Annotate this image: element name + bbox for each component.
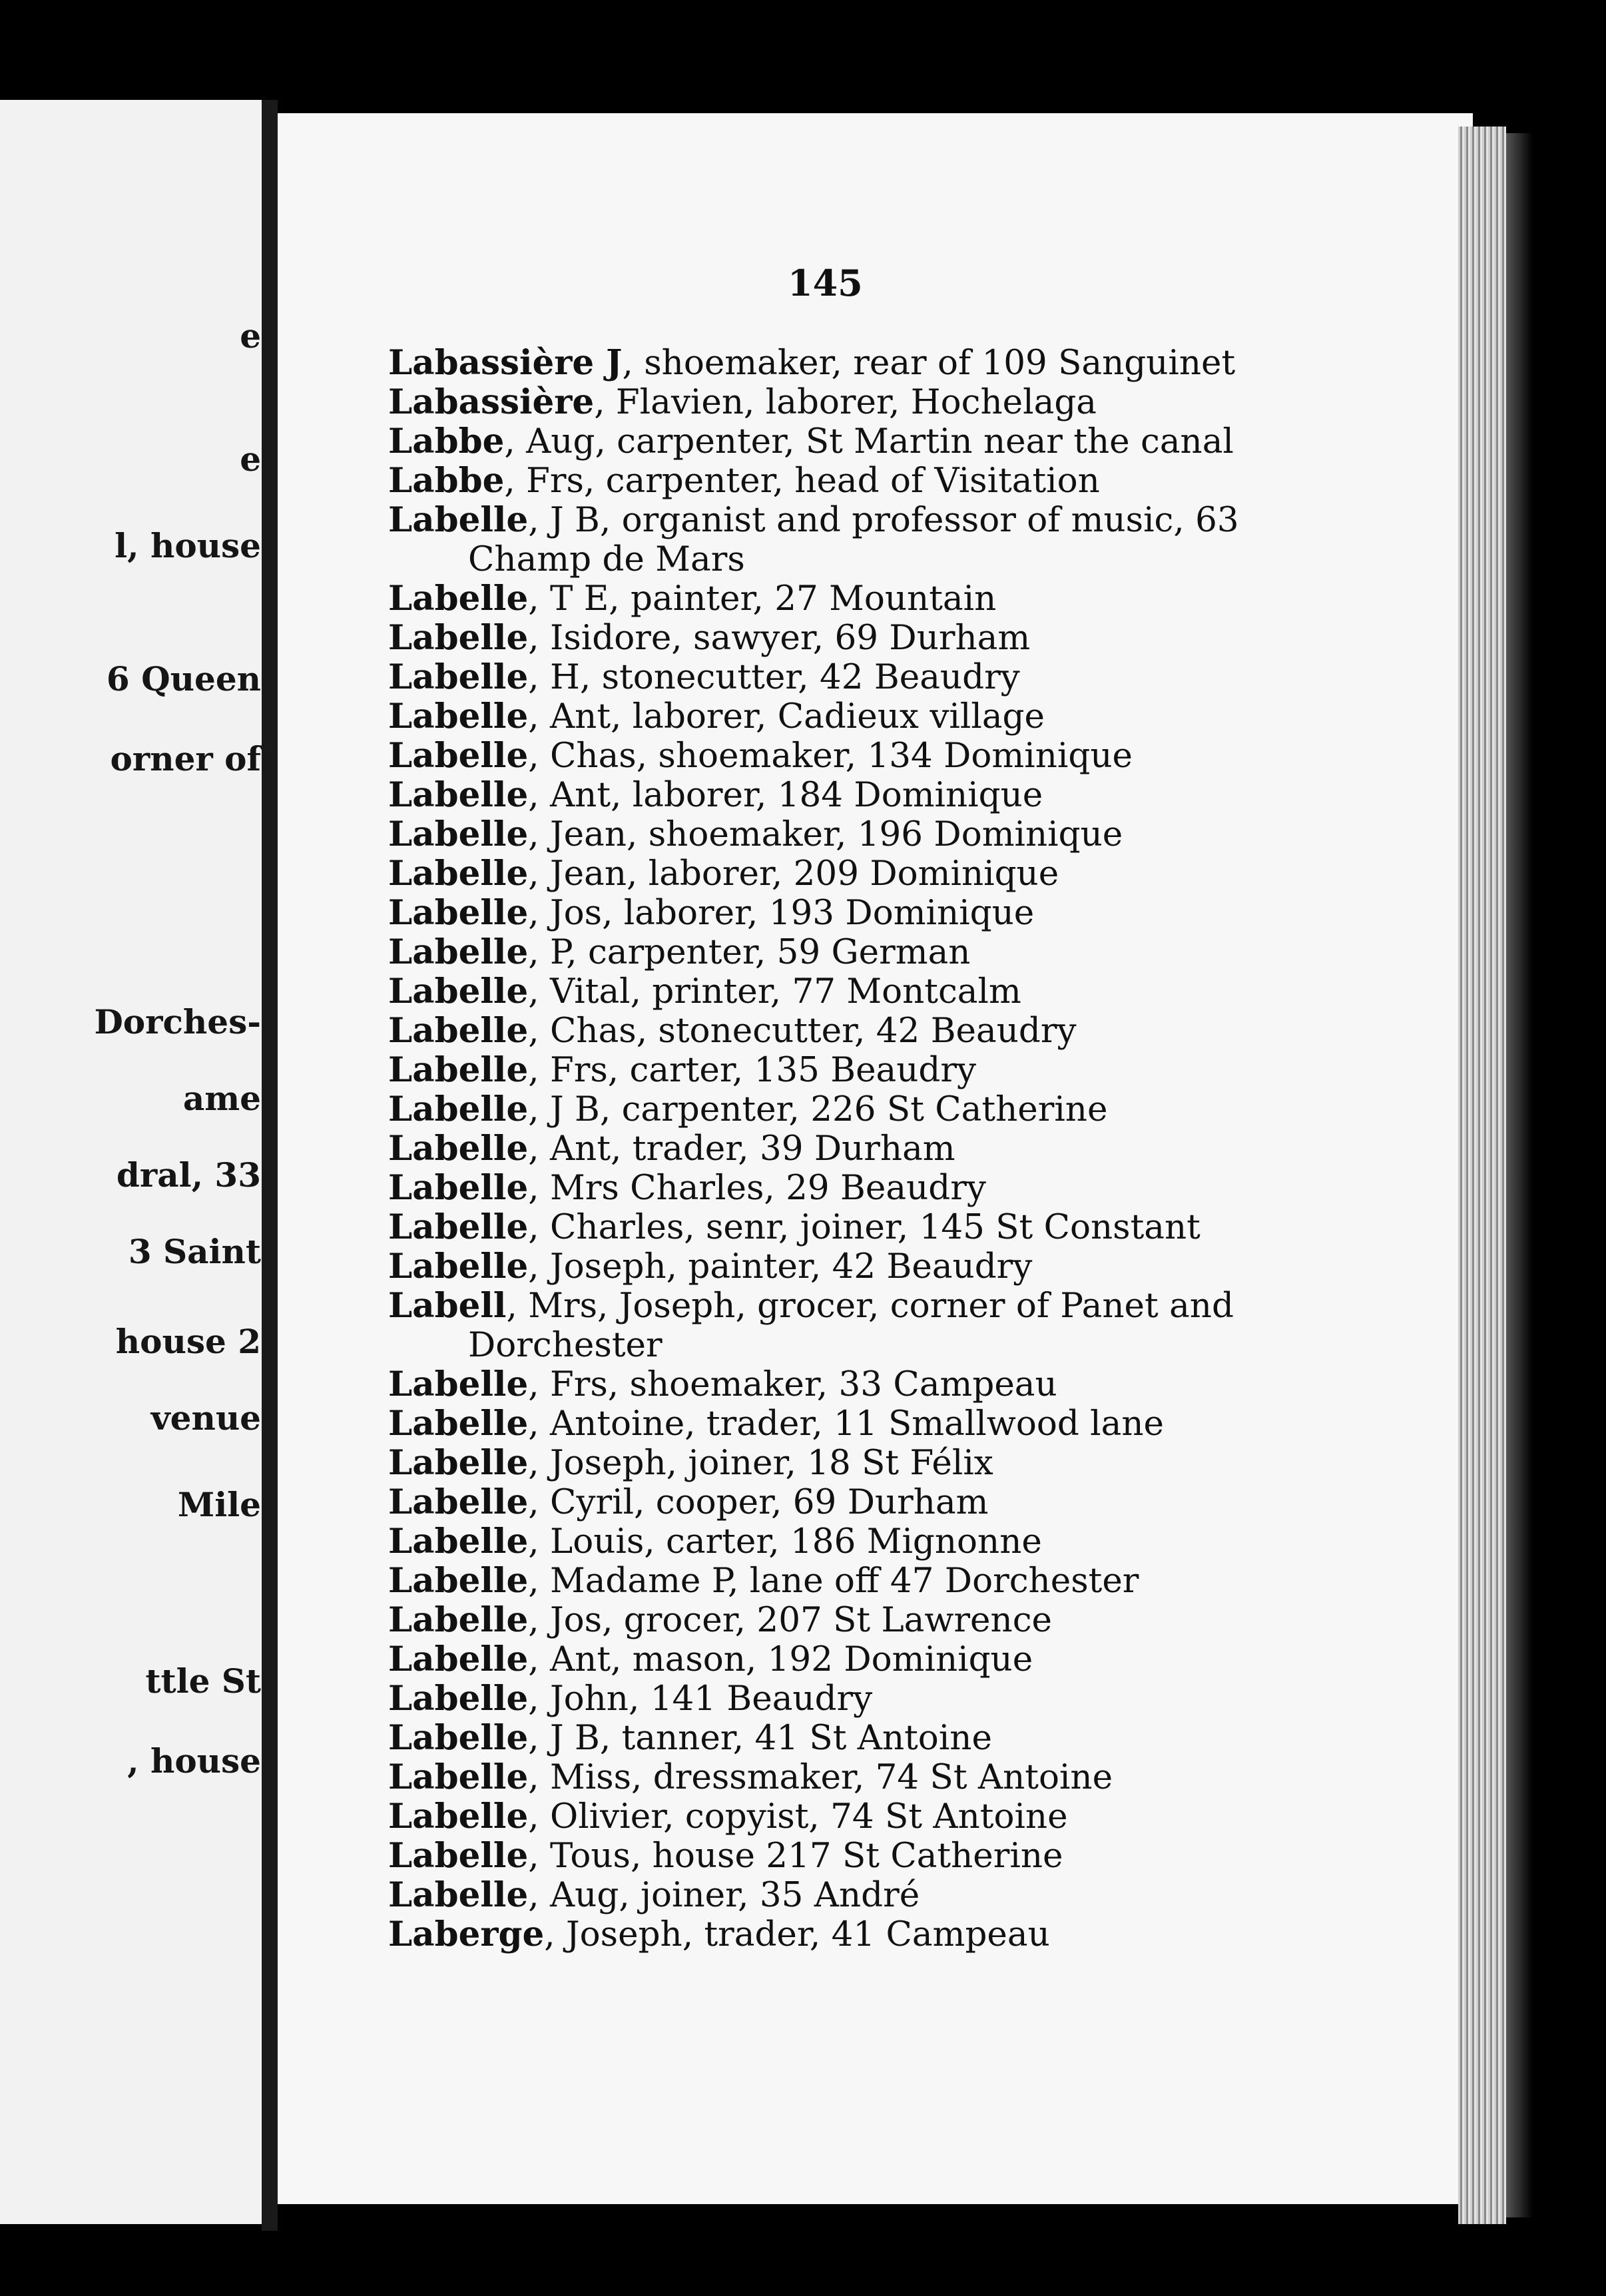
entry-details: , Frs, carter, 135 Beaudry bbox=[528, 1050, 977, 1090]
entry-surname: Labassière bbox=[388, 382, 595, 422]
entry-details: , Isidore, sawyer, 69 Durham bbox=[528, 618, 1031, 658]
entry-details: , Ant, laborer, 184 Dominique bbox=[528, 775, 1043, 815]
directory-entry bbox=[388, 383, 1277, 422]
directory-entry bbox=[388, 1562, 1277, 1601]
page-edge-shadow bbox=[1506, 133, 1533, 2217]
left-page-fragment: 3 Saint bbox=[128, 1232, 261, 1271]
entry-surname: Labelle bbox=[388, 1718, 529, 1758]
entry-details: , P, carpenter, 59 German bbox=[528, 932, 971, 972]
directory-entry bbox=[388, 461, 1277, 501]
entry-details: , Chas, stonecutter, 42 Beaudry bbox=[528, 1011, 1077, 1051]
facing-left-page bbox=[0, 100, 266, 2224]
directory-entry bbox=[388, 344, 1277, 383]
entry-details: , Frs, carpenter, head of Visitation bbox=[504, 461, 1100, 501]
directory-entry bbox=[388, 1719, 1277, 1758]
entry-details: , shoemaker, rear of 109 Sanguinet bbox=[622, 343, 1236, 383]
directory-entry bbox=[388, 894, 1277, 933]
directory-entry bbox=[388, 422, 1277, 461]
entry-details: , Louis, carter, 186 Mignonne bbox=[528, 1522, 1042, 1562]
directory-entry bbox=[388, 1404, 1277, 1444]
directory-entry bbox=[388, 1090, 1277, 1129]
entry-surname: Labelle bbox=[388, 1836, 529, 1876]
entry-surname: Labelle bbox=[388, 1050, 529, 1090]
entry-surname: Labelle bbox=[388, 1207, 529, 1247]
entry-surname: Labelle bbox=[388, 1247, 529, 1287]
directory-entry bbox=[388, 736, 1277, 776]
left-page-fragment: l, house bbox=[115, 526, 261, 565]
entry-details: , John, 141 Beaudry bbox=[528, 1679, 873, 1719]
entry-details: , Chas, shoemaker, 134 Dominique bbox=[528, 736, 1133, 776]
entry-surname: Labelle bbox=[388, 1011, 529, 1051]
entry-details: , Miss, dressmaker, 74 St Antoine bbox=[528, 1757, 1113, 1797]
directory-entry bbox=[388, 1208, 1277, 1247]
directory-entry bbox=[388, 815, 1277, 854]
entry-surname: Labelle bbox=[388, 1129, 529, 1169]
directory-entry bbox=[388, 1876, 1277, 1915]
book-gutter bbox=[262, 100, 278, 2231]
entry-surname: Labelle bbox=[388, 579, 529, 619]
entry-details: , Joseph, painter, 42 Beaudry bbox=[528, 1247, 1033, 1287]
entry-surname: Labelle bbox=[388, 1757, 529, 1797]
entry-surname: Labelle bbox=[388, 1168, 529, 1208]
entry-surname: Labelle bbox=[388, 500, 529, 540]
entry-surname: Labelle bbox=[388, 1600, 529, 1640]
left-page-fragment: ame bbox=[182, 1079, 261, 1118]
entry-surname: Labelle bbox=[388, 1679, 529, 1719]
directory-entry bbox=[388, 1051, 1277, 1090]
entry-details: , Joseph, joiner, 18 St Félix bbox=[528, 1443, 993, 1483]
directory-entry bbox=[388, 1522, 1277, 1562]
entry-details: , Jos, grocer, 207 St Lawrence bbox=[528, 1600, 1053, 1640]
entry-details: , Flavien, laborer, Hochelaga bbox=[594, 382, 1097, 422]
left-page-fragment: , house bbox=[127, 1741, 261, 1781]
entry-surname: Labelle bbox=[388, 854, 529, 894]
left-page-fragment: Dorches- bbox=[94, 1002, 261, 1041]
entry-details: , Madame P, lane off 47 Dorchester bbox=[528, 1561, 1139, 1601]
left-page-fragment: Mile bbox=[177, 1485, 261, 1524]
entry-details: , Jean, shoemaker, 196 Dominique bbox=[528, 814, 1123, 854]
entry-details: , Tous, house 217 St Catherine bbox=[528, 1836, 1063, 1876]
page-edges bbox=[1458, 127, 1506, 2224]
directory-entry bbox=[388, 697, 1277, 736]
directory-entry bbox=[388, 501, 1277, 579]
entry-details: , H, stonecutter, 42 Beaudry bbox=[528, 657, 1020, 697]
entry-surname: Labassière J bbox=[388, 343, 623, 383]
entry-details: , Joseph, trader, 41 Campeau bbox=[544, 1914, 1050, 1954]
entry-details: , T E, painter, 27 Mountain bbox=[528, 579, 997, 619]
left-page-fragment: 6 Queen bbox=[106, 659, 261, 699]
directory-entry bbox=[388, 1365, 1277, 1404]
entry-surname: Labelle bbox=[388, 972, 529, 1011]
directory-entry bbox=[388, 1640, 1277, 1679]
entry-details: , Jos, laborer, 193 Dominique bbox=[528, 893, 1035, 933]
directory-entry bbox=[388, 1915, 1277, 1954]
directory-entry bbox=[388, 1601, 1277, 1640]
left-page-fragment: dral, 33 bbox=[116, 1155, 261, 1195]
entry-details: , Jean, laborer, 209 Dominique bbox=[528, 854, 1059, 894]
entry-surname: Labelle bbox=[388, 618, 529, 658]
left-page-fragment: house 2 bbox=[115, 1322, 261, 1361]
entry-details: , Cyril, cooper, 69 Durham bbox=[528, 1482, 989, 1522]
directory-entry bbox=[388, 933, 1277, 972]
directory-entry bbox=[388, 776, 1277, 815]
entry-surname: Labelle bbox=[388, 1364, 529, 1404]
entry-surname: Labelle bbox=[388, 1482, 529, 1522]
entry-surname: Labell bbox=[388, 1286, 507, 1326]
left-page-fragment: e bbox=[240, 316, 261, 356]
directory-entry bbox=[388, 1797, 1277, 1837]
left-page-fragment: e bbox=[240, 439, 261, 479]
left-page-fragment: orner of bbox=[110, 739, 261, 778]
left-page-fragment: venue bbox=[150, 1398, 261, 1438]
directory-entry bbox=[388, 1758, 1277, 1797]
entry-surname: Labelle bbox=[388, 1443, 529, 1483]
entry-surname: Labelle bbox=[388, 697, 529, 736]
entry-surname: Labelle bbox=[388, 893, 529, 933]
entry-details: , Ant, mason, 192 Dominique bbox=[528, 1639, 1033, 1679]
directory-entry bbox=[388, 1679, 1277, 1719]
entry-surname: Labelle bbox=[388, 932, 529, 972]
directory-entry bbox=[388, 1247, 1277, 1287]
directory-entry bbox=[388, 658, 1277, 697]
entry-surname: Labelle bbox=[388, 1875, 529, 1915]
entry-surname: Labelle bbox=[388, 1797, 529, 1837]
left-page-fragment: ttle St bbox=[145, 1661, 261, 1701]
entry-details: , Aug, joiner, 35 André bbox=[528, 1875, 920, 1915]
directory-entry bbox=[388, 1129, 1277, 1169]
directory-entry bbox=[388, 1287, 1277, 1365]
entry-continuation: Dorchester bbox=[468, 1325, 663, 1365]
entry-surname: Labelle bbox=[388, 814, 529, 854]
directory-entry bbox=[388, 854, 1277, 894]
entry-details: , Frs, shoemaker, 33 Campeau bbox=[528, 1364, 1057, 1404]
entry-details: , J B, organist and professor of music, 63 bbox=[528, 500, 1239, 540]
entry-details: , J B, carpenter, 226 St Catherine bbox=[528, 1089, 1108, 1129]
directory-entries bbox=[388, 344, 1277, 1954]
directory-entry bbox=[388, 619, 1277, 658]
entry-details: , Mrs Charles, 29 Beaudry bbox=[528, 1168, 986, 1208]
entry-surname: Labelle bbox=[388, 657, 529, 697]
directory-entry bbox=[388, 1837, 1277, 1876]
entry-surname: Labelle bbox=[388, 1404, 529, 1444]
page-number: 145 bbox=[788, 262, 863, 304]
entry-details: , Aug, carpenter, St Martin near the canal bbox=[504, 422, 1234, 461]
entry-surname: Labelle bbox=[388, 1089, 529, 1129]
entry-details: , Charles, senr, joiner, 145 St Constant bbox=[528, 1207, 1201, 1247]
directory-entry bbox=[388, 1483, 1277, 1522]
entry-details: , Mrs, Joseph, grocer, corner of Panet and bbox=[506, 1286, 1234, 1326]
directory-entry bbox=[388, 1444, 1277, 1483]
entry-surname: Labelle bbox=[388, 775, 529, 815]
entry-surname: Labbe bbox=[388, 422, 505, 461]
directory-entry bbox=[388, 1011, 1277, 1051]
entry-surname: Labelle bbox=[388, 736, 529, 776]
directory-entry bbox=[388, 1169, 1277, 1208]
directory-entry bbox=[388, 579, 1277, 619]
entry-details: , Ant, laborer, Cadieux village bbox=[528, 697, 1045, 736]
entry-surname: Laberge bbox=[388, 1914, 545, 1954]
entry-surname: Labelle bbox=[388, 1639, 529, 1679]
entry-details: , Olivier, copyist, 74 St Antoine bbox=[528, 1797, 1068, 1837]
directory-entry bbox=[388, 972, 1277, 1011]
entry-details: , Ant, trader, 39 Durham bbox=[528, 1129, 955, 1169]
entry-continuation: Champ de Mars bbox=[468, 539, 745, 579]
entry-details: , Vital, printer, 77 Montcalm bbox=[528, 972, 1021, 1011]
entry-surname: Labelle bbox=[388, 1522, 529, 1562]
entry-surname: Labelle bbox=[388, 1561, 529, 1601]
entry-surname: Labbe bbox=[388, 461, 505, 501]
entry-details: , Antoine, trader, 11 Smallwood lane bbox=[528, 1404, 1164, 1444]
entry-details: , J B, tanner, 41 St Antoine bbox=[528, 1718, 992, 1758]
